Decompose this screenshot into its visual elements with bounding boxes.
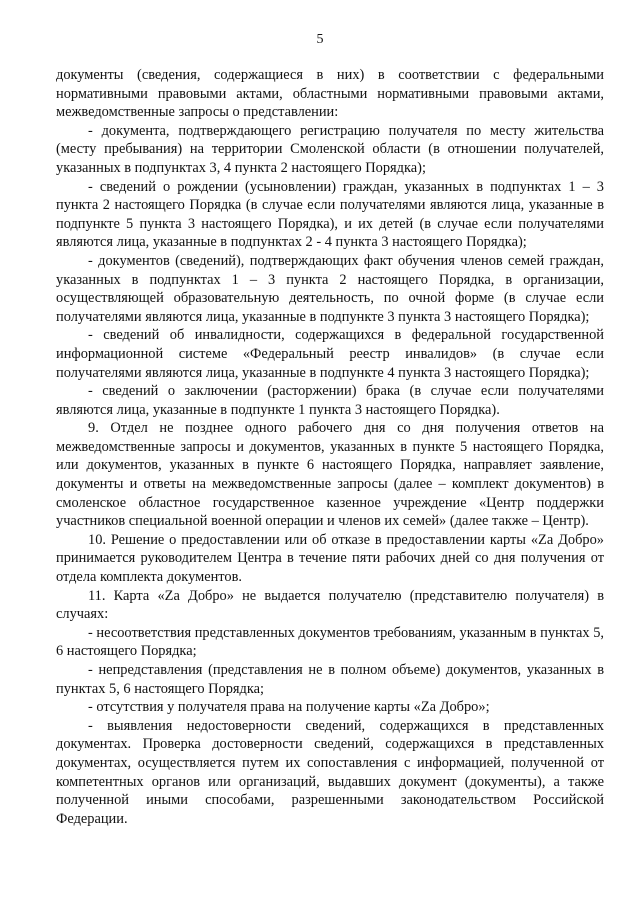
list-item-disability: - сведений об инвалидности, содержащихся в федеральной государственной информационной системе «Федеральный реестр инвалидов» (в случае если получателями являются лица, указанные в подпункте 4 пункта 3 настоящего Порядка); — [56, 327, 604, 381]
paragraph-continuation: документы (сведения, содержащиеся в них) в соответствии с федеральными нормативными правовыми актами, областными нормативными правовыми актами, межведомственные запросы о представлении: — [56, 67, 604, 121]
list-item-unreliable: - выявления недостоверности сведений, содержащихся в представленных документах. Проверка достоверности сведений, содержащихся в представленных документах, осуществляется путем их сопоставления с информацией, полученной от компетентных органов или организаций, выдавших документ (документы), а также полученной иными способами, разрешенными законодательством Российской Федерации. — [56, 717, 604, 827]
clause-9: 9. Отдел не позднее одного рабочего дня со дня получения ответов на межведомственные запросы и документов, указанных в пункте 5 настоящего Порядка, или документов, указанных в пункте 6 настоящего Порядка, направляет заявление, документы и ответы на межведомственные запросы (далее – комплект документов) в смоленское областное государственное казенное учреждение «Центр поддержки участников специальной военной операции и членов их семей» (далее также – Центр). — [56, 420, 604, 530]
list-item-mismatch: - несоответствия представленных документов требованиям, указанным в пунктах 5, 6 настоящего Порядка; — [56, 624, 604, 660]
list-item-registration: - документа, подтверждающего регистрацию получателя по месту жительства (месту пребывания) на территории Смоленской области (в отношении получателей, указанных в подпунктах 3, 4 пункта 2 настоящего Порядка); — [56, 122, 604, 176]
clause-10: 10. Решение о предоставлении или об отказе в предоставлении карты «Za Добро» принимается руководителем Центра в течение пяти рабочих дней со дня получения от отдела комплекта документов. — [56, 531, 604, 586]
list-item-nonsubmission: - непредставления (представления не в полном объеме) документов, указанных в пунктах 5, 6 настоящего Порядка; — [56, 662, 604, 697]
document-body — [56, 66, 604, 828]
list-item-marriage: - сведений о заключении (расторжении) брака (в случае если получателями являются лица, указанные в подпункте 1 пункта 3 настоящего Порядка). — [56, 383, 604, 418]
clause-11: 11. Карта «Za Добро» не выдается получателю (представителю получателя) в случаях: — [56, 587, 604, 623]
list-item-no-right: - отсутствия у получателя права на получение карты «Za Добро»; — [88, 699, 490, 716]
page-number: 5 — [316, 32, 324, 47]
list-item-birth: - сведений о рождении (усыновлении) граждан, указанных в подпунктах 1 – 3 пункта 2 настоящего Порядка (в случае если получателями являются лица, указанные в подпункте 5 пункта 3 настоящего Порядка), и их детей (в случае если получателями являются лица, указанные в подпунктах 2 - 4 пункта 3 настоящего Порядка); — [56, 178, 604, 251]
list-item-education: - документов (сведений), подтверждающих факт обучения членов семей граждан, указанных в подпунктах 1 – 3 пункта 2 настоящего Порядка, в организации, осуществляющей образовательную деятельность, по очной форме (в случае если получателями являются лица, указанные в подпункте 3 пункта 3 настоящего Порядка); — [56, 252, 604, 325]
